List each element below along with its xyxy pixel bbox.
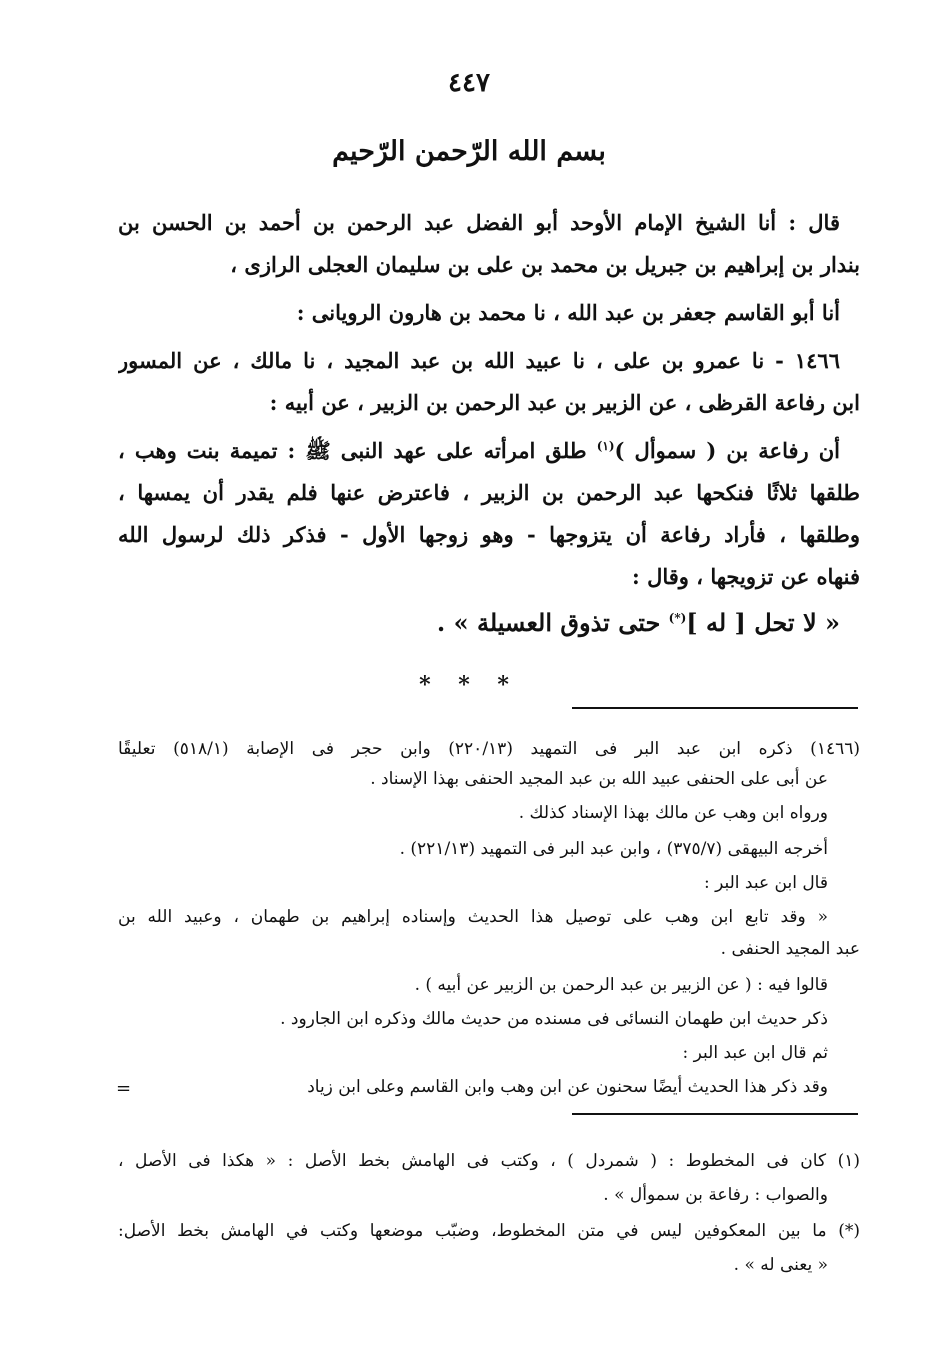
secondary-footnote-line-1: (١) كان فى المخطوط : ( شمردل ) ، وكتب فى الهامش بخط الأصل : « هكذا فى الأصل ، (118, 1151, 860, 1171)
footnote-line-2: عن أبى على الحنفى عبيد الله بن عبد المجيد الحنفى بهذا الإسناد . (370, 769, 828, 789)
basmala-heading: بسم الله الرّحمن الرّحيم (332, 136, 606, 167)
body-line-2: بندار بن إبراهيم بن جبريل بن محمد بن على بن سليمان العجلى الرازى ، (230, 252, 860, 277)
footnote-line-6: « وقد تابع ابن وهب على توصيل هذا الحديث وإسناده إبراهيم بن طهمان ، وعبيد الله بن (118, 907, 828, 927)
footnote-line-5: قال ابن عبد البر : (703, 873, 828, 893)
body-line-3: أنا أبو القاسم جعفر بن عبد الله ، نا محمد بن هارون الرويانى : (296, 300, 840, 325)
body-line-1: قال : أنا الشيخ الإمام الأوحد أبو الفضل عبد الرحمن بن أحمد بن الحسن بن (118, 210, 840, 235)
footnote-line-8: قالوا فيه : ( عن الزبير بن عبد الرحمن بن الزبير عن أبيه ) . (414, 975, 828, 995)
footnote-line-4: أخرجه البيهقى (٣٧٥/٧) ، وابن عبد البر فى التمهيد (٢٢١/١٣) . (399, 839, 828, 859)
secondary-footnote-line-4: « يعنى له » . (733, 1255, 828, 1275)
footnote-line-1: (١٤٦٦) ذكره ابن عبد البر فى التمهيد (٢٢٠/١٣) وابن حجر فى الإصابة (٥١٨/١) تعليقًا (118, 739, 860, 759)
footnote-rule-top (572, 707, 858, 709)
body-line-9: فنهاه عن تزويجها ، وقال : (632, 564, 860, 589)
footnote-rule-bottom (572, 1113, 858, 1115)
continuation-mark: = (116, 1078, 132, 1099)
footnote-line-3: ورواه ابن وهب عن مالك بهذا الإسناد كذلك . (518, 803, 828, 823)
separator-stars: * * * (419, 672, 519, 698)
page-number: ٤٤٧ (448, 68, 490, 98)
body-line-8: وطلقها ، فأراد رفاعة أن يتزوجها - وهو زوجها الأول - فذكر ذلك لرسول الله (118, 522, 860, 547)
body-line-6 (118, 436, 840, 466)
body-line-6-text-b: طلق امرأته على عهد النبى ﷺ : تميمة بنت وهب ، (118, 438, 597, 463)
footnote-line-10: ثم قال ابن عبد البر : (682, 1043, 828, 1063)
footnote-ref-star: (*) (668, 611, 687, 625)
hadith-quote-text-b: حتى تذوق العسيلة » . (436, 608, 669, 637)
footnote-line-7: عبد المجيد الحنفى . (720, 939, 860, 959)
footnote-ref-1: (١) (596, 439, 615, 453)
secondary-footnote-line-2: والصواب : رفاعة بن سموأل » . (603, 1185, 828, 1205)
body-line-4: ١٤٦٦ - نا عمرو بن على ، نا عبيد الله بن عبد المجيد ، نا مالك ، عن المسور (118, 348, 840, 373)
hadith-quote-text-a: « لا تحل [ له ] (686, 608, 840, 637)
hadith-quote (118, 608, 840, 638)
body-line-6-text-a: أن رفاعة بن ( سموأل ) (614, 438, 840, 463)
footnote-line-11: وقد ذكر هذا الحديث أيضًا سحنون عن ابن وهب وابن القاسم وعلى ابن زياد (307, 1077, 828, 1097)
footnote-line-9: ذكر حديث ابن طهمان النسائى فى مسنده من حديث مالك وذكره ابن الجارود . (280, 1009, 828, 1029)
body-line-5: ابن رفاعة القرظى ، عن الزبير بن عبد الرحمن بن الزبير ، عن أبيه : (269, 390, 860, 415)
body-line-7: طلقها ثلاثًا فنكحها عبد الرحمن بن الزبير ، فاعترض عنها فلم يقدر أن يمسها ، (118, 480, 860, 505)
secondary-footnote-line-3: (*) ما بين المعكوفين ليس في متن المخطوط، وضبّب موضعها وكتب في الهامش بخط الأصل: (118, 1221, 860, 1241)
